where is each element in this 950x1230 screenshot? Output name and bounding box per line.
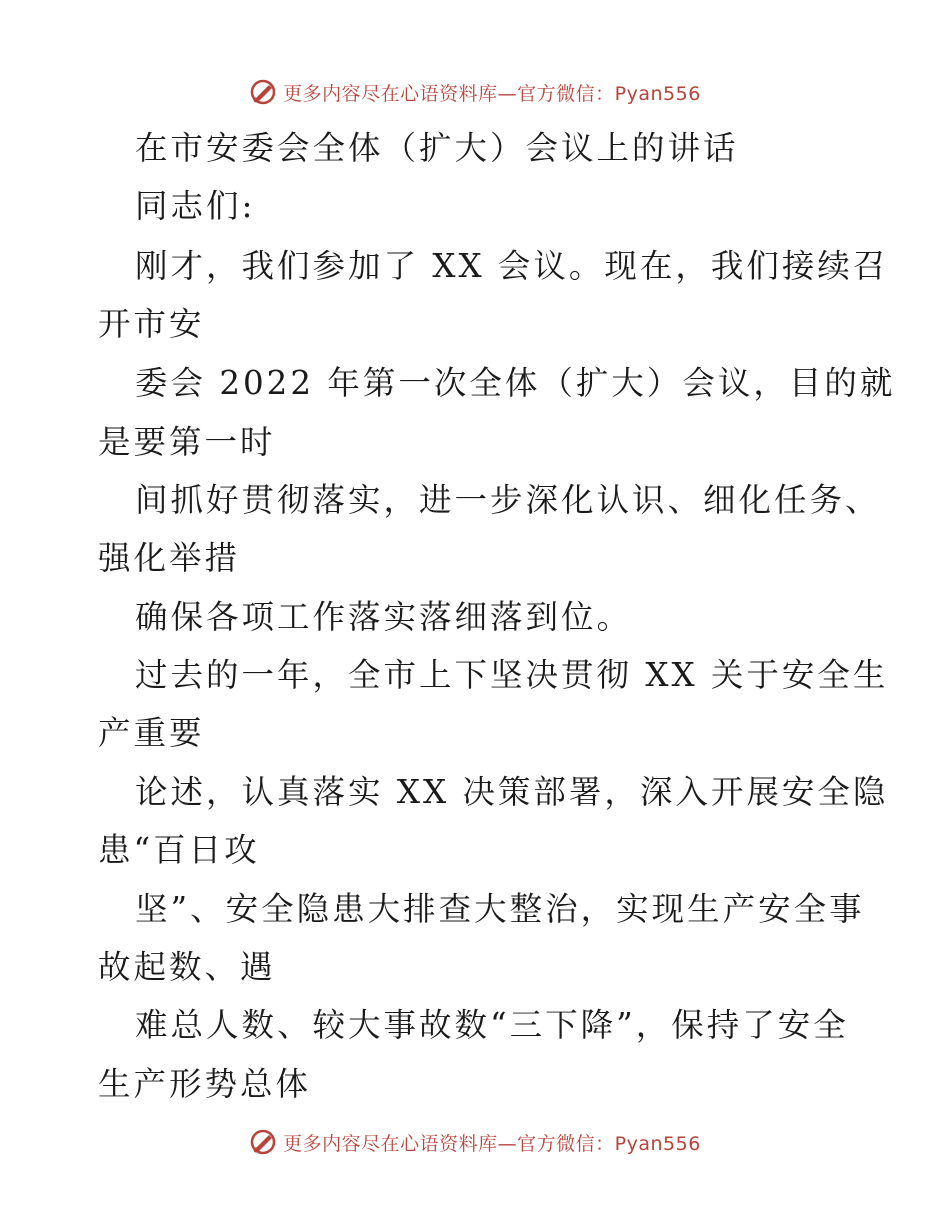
watermark-footer — [0, 1122, 950, 1162]
salutation: 同志们: — [135, 187, 256, 225]
brush-seal-logo-icon — [249, 78, 277, 106]
watermark-text: 更多内容尽在心语资料库—官方微信：Pyan556 — [283, 82, 701, 105]
paragraph-line: 坚”、安全隐患大排查大整治，实现生产安全事 — [135, 890, 865, 928]
watermark-header — [0, 72, 950, 112]
paragraph-line: 患“百日攻 — [98, 831, 260, 869]
paragraph-line: 刚才，我们参加了 XX 会议。现在，我们接续召 — [135, 247, 889, 285]
brush-seal-logo-icon — [249, 1128, 277, 1156]
paragraph-line: 确保各项工作落实落细落到位。 — [135, 598, 633, 636]
watermark-text: 更多内容尽在心语资料库—官方微信：Pyan556 — [283, 1132, 701, 1155]
paragraph-line: 过去的一年，全市上下坚决贯彻 XX 关于安全生 — [135, 656, 889, 694]
paragraph-line: 强化举措 — [98, 539, 241, 577]
paragraph-line: 产重要 — [98, 714, 205, 752]
paragraph-line: 论述，认真落实 XX 决策部署，深入开展安全隐 — [135, 773, 889, 811]
paragraph-line: 难总人数、较大事故数“三下降”，保持了安全 — [135, 1006, 849, 1044]
paragraph-line: 委会 2022 年第一次全体（扩大）会议，目的就 — [135, 364, 896, 402]
paragraph-line: 故起数、遇 — [98, 948, 276, 986]
document-title: 在市安委会全体（扩大）会议上的讲话 — [135, 129, 739, 167]
paragraph-line: 间抓好贯彻落实，进一步深化认识、细化任务、 — [135, 481, 881, 519]
paragraph-line: 开市安 — [98, 305, 205, 343]
paragraph-line: 是要第一时 — [98, 423, 276, 461]
paragraph-line: 生产形势总体 — [98, 1065, 312, 1103]
